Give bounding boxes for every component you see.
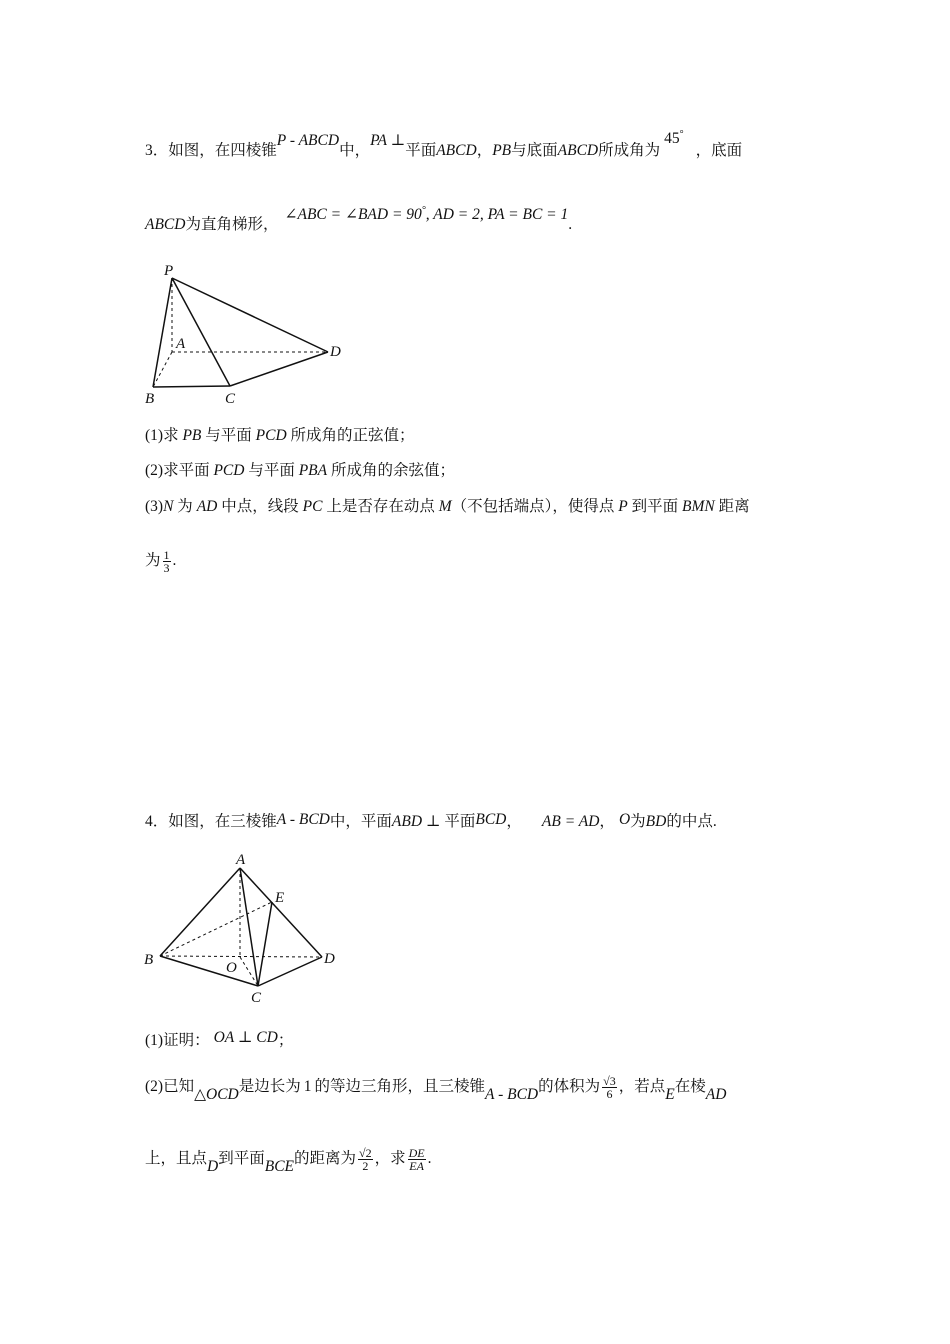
q3-part3-text: （不包括端点），使得点 [451,498,619,515]
q3-line1 [145,128,743,160]
q3-part1-text: 所成角的正弦值； [286,427,415,444]
q3-text: 平面 [405,142,437,159]
q4-number-text: 4．如图，在三棱锥 [145,813,277,830]
q4-oa-perp-cd: OA ⊥ CD [213,1029,278,1046]
q4-label-e: E [275,890,285,906]
q3-pcd: PCD [255,427,287,444]
q3-fraction [163,549,171,574]
q3-part3-text: 为 [145,552,161,569]
q4-label-d: D [324,951,335,967]
q4-pyramid-name: A - BCD [485,1086,539,1103]
q4-ratio-fraction [408,1147,426,1172]
q3-part2-text: (2)求平面 [145,462,214,479]
q3-edge-bc [153,386,230,387]
q3-part1-text: 与平面 [201,427,256,444]
q4-line1 [145,809,717,831]
q3-figure [140,258,355,408]
q3-part3-line2 [145,548,176,574]
q3-part1 [145,423,415,445]
q4-bd: BD [645,813,667,830]
q3-pyramid-name: P - ABCD [276,132,340,149]
q3-angle-value: 45 [664,130,680,147]
q3-plane-abcd: ABCD [436,142,477,159]
q3-m: M [438,498,452,515]
q3-line-pb: PB [492,142,512,159]
q4-part2-text: 在棱 [674,1078,706,1095]
q4-part1-text: (1)证明： [145,1032,210,1049]
q3-part2-text: 所成角的余弦值； [327,462,456,479]
q3-angle [664,130,684,147]
q3-part2-text: 与平面 [244,462,299,479]
q4-edge-cd [258,957,322,986]
q3-part3-text: 中点，线段 [217,498,303,515]
q4-part2-text: ，若点 [618,1078,666,1095]
q3-frac-num: 1 [163,547,170,562]
q4-text: 中，平面 [329,813,392,830]
q3-label-a: A [176,336,186,352]
q4-frac-num: DE [408,1145,425,1160]
q4-part2-text: 上，且点 [145,1150,208,1167]
q4-side-length: 1 [303,1078,312,1095]
q4-edge-ce [258,902,272,986]
q3-part3-text: 为 [173,498,197,515]
q3-pa-perp: PA ⊥ [370,132,406,149]
q4-pyramid-name: A - BCD [276,811,330,828]
q3-abcd: ABCD [145,216,186,233]
q4-frac-den: 6 [606,1086,613,1101]
q3-plane-abcd: ABCD [557,142,599,159]
q4-distance-fraction [358,1147,373,1172]
q3-text: 为直角梯形， [185,216,279,233]
q3-text: 所成角为 [598,142,661,159]
q3-text: ， [476,142,493,159]
q4-part2 [145,1073,727,1103]
q4-text: 为 [630,813,646,830]
q4-frac-den: EA [409,1158,424,1173]
q4-o: O [618,811,631,828]
q3-pcd: PCD [213,462,245,479]
q3-bmn: BMN [682,498,715,515]
q3-n: N [163,498,174,515]
q3-edge-cd [230,352,328,386]
q3-part2 [145,458,455,480]
q4-edge-be-hidden [160,902,272,956]
q4-condition: AB = AD [541,813,600,830]
q4-edge-ad-text: AD [705,1086,727,1103]
q4-edge-ab [160,868,240,956]
q4-text: 的中点. [666,813,717,830]
q4-edge-bd-hidden [160,956,322,957]
q4-part2-text: (2)已知 [145,1078,195,1095]
q3-degree: ° [679,128,684,140]
q3-label-p: P [164,263,174,279]
q3-period: . [172,552,177,569]
q3-degree: ° [421,204,426,216]
q4-label-c: C [251,990,262,1006]
q3-text: ，底面 [695,142,743,159]
q4-part2-text: 是边长为 [238,1078,301,1095]
q3-pba: PBA [298,462,328,479]
q4-part2-text: 的距离为 [294,1150,357,1167]
q4-plane-bcd: BCD [475,811,507,828]
q3-number-text: 3．如图，在四棱锥 [145,142,277,159]
q4-volume-fraction [602,1075,617,1100]
q4-point-e: E [665,1086,675,1103]
q3-cond-lengths: , AD = 2, PA = BC = 1 [425,206,569,223]
q4-part2-text: ，求 [374,1150,406,1167]
q3-edge-pd [172,278,328,352]
q4-label-o: O [226,960,237,976]
q4-edge-bc [160,956,258,986]
q4-point-d: D [207,1158,219,1175]
q4-part2-text: 到平面 [218,1150,265,1167]
q4-frac-num: √2 [359,1145,372,1160]
q4-part2-line2 [145,1145,432,1175]
q3-pc: PC [302,498,323,515]
q3-part3-text: (3) [145,498,164,515]
q4-part2-text: 的等边三角形，且三棱锥 [314,1078,486,1095]
q3-period: . [568,216,573,233]
q4-frac-den: 2 [362,1158,369,1173]
q4-label-a: A [236,852,246,868]
q4-period: . [427,1150,432,1167]
q4-part1 [145,1028,293,1050]
q3-text: 与底面 [511,142,558,159]
q4-plane-abd: ABD [391,813,423,830]
q3-label-c: C [225,391,236,407]
q3-conditions [284,206,568,223]
q4-frac-num: √3 [603,1073,616,1088]
q3-part1-text: (1)求 [145,427,183,444]
q3-part3-text: 到平面 [627,498,682,515]
q4-plane-bce: BCE [264,1158,295,1175]
q4-perp: ⊥ [422,813,445,830]
q3-pb: PB [182,427,202,444]
q4-figure [140,848,350,1008]
q4-part2-text: 的体积为 [538,1078,601,1095]
q3-ad: AD [196,498,218,515]
q3-part3-text: 距离 [714,498,750,515]
q4-text: 平面 [444,813,476,830]
q3-label-b: B [145,391,155,407]
q3-text: 中， [339,142,371,159]
q3-line2 [145,204,573,234]
q4-edge-ad [240,868,322,957]
q3-label-d: D [330,344,341,360]
q3-cond-angle: ∠ABC = ∠BAD = 90 [284,206,422,223]
q4-part1-text: ； [277,1032,294,1049]
q3-edge-pc [172,278,230,386]
q4-label-b: B [144,952,154,968]
q3-part3-text: 上是否存在动点 [322,498,439,515]
q3-frac-den: 3 [163,560,170,575]
q4-text: ， [506,813,522,830]
q3-edge-pb [153,278,172,387]
q3-p: P [618,498,628,515]
q4-triangle-ocd: △OCD [194,1086,239,1103]
q3-part3 [145,494,750,516]
q4-text: ， [599,813,615,830]
